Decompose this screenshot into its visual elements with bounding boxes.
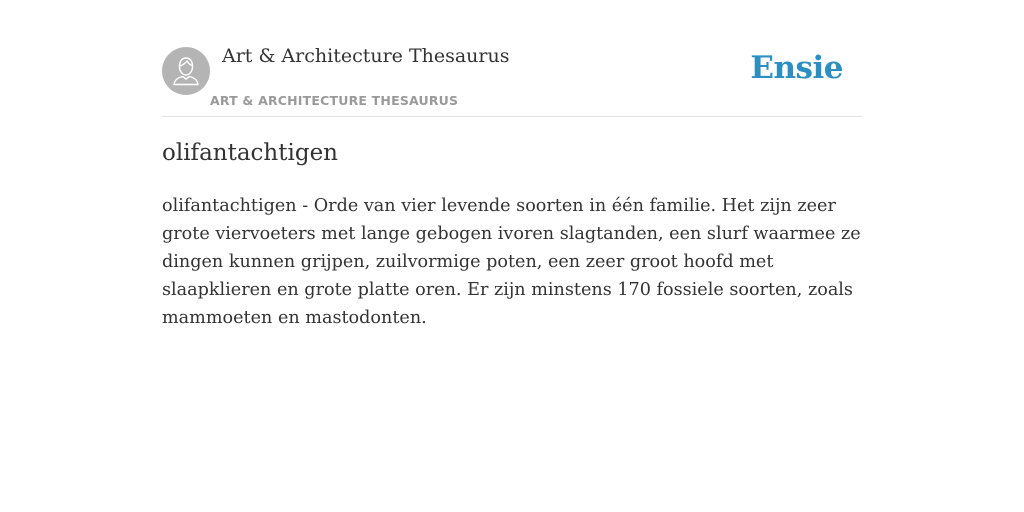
avatar[interactable] [162, 47, 210, 95]
entry-header [162, 0, 862, 117]
author-name[interactable]: Art & Architecture Thesaurus [222, 45, 510, 67]
source-label[interactable]: ART & ARCHITECTURE THESAURUS [210, 93, 459, 108]
user-silhouette-icon [162, 47, 210, 95]
entry-title: olifantachtigen [162, 140, 338, 166]
entry-definition: olifantachtigen - Orde van vier levende soorten in één familie. Het zijn zeer grote viervoeters met lange gebogen ivoren slagtanden, een slurf waarmee ze dingen kunnen grijpen, zuilvormige poten, een zeer groot hoofd met slaapklieren en grote platte oren. Er zijn minstens 170 fossiele soorten, zoals mammoeten en mastodonten. [162, 196, 861, 328]
brand-logo[interactable]: Ensie [750, 50, 843, 86]
